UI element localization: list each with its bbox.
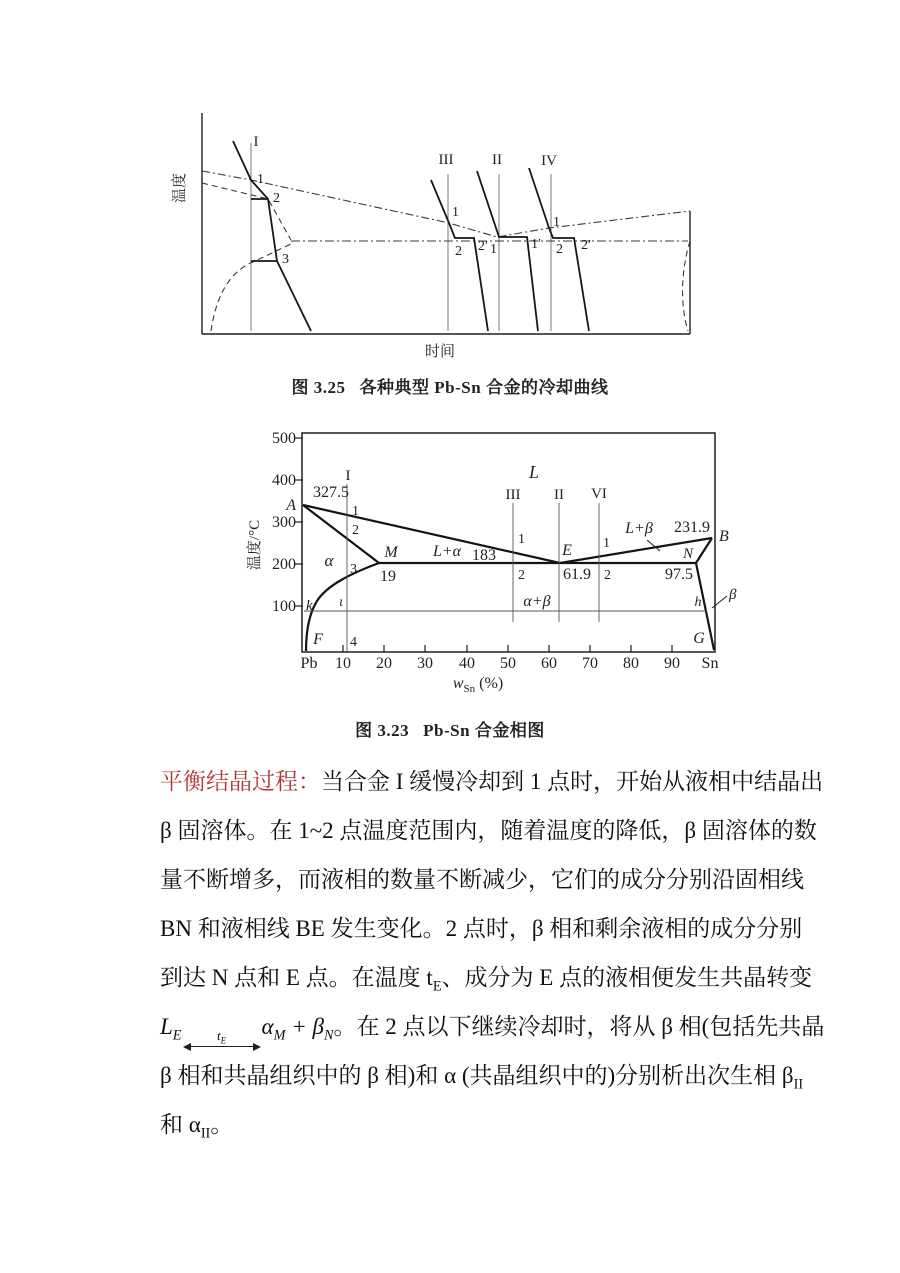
svg-text:G: G [693,630,705,647]
svg-text:200: 200 [272,556,296,573]
svg-text:2: 2 [352,523,359,538]
svg-text:3: 3 [350,562,357,577]
svg-text:183: 183 [472,547,496,564]
svg-text:M: M [384,544,398,561]
svg-text:327.5: 327.5 [313,484,349,501]
svg-text:2: 2 [518,568,525,583]
paragraph-text: 量不断增多，而液相的数量不断减少，它们的成分分别沿固相线 [160,867,804,892]
svg-text:2: 2 [556,242,563,257]
paragraph-line-4 [160,904,803,953]
svg-text:400: 400 [272,472,296,489]
svg-text:k: k [306,598,313,614]
formula-alpha-symbol: α [261,1014,274,1039]
svg-text:10: 10 [335,655,351,672]
svg-text:4: 4 [350,635,357,650]
formula-beta-symbol: β [312,1014,324,1039]
svg-text:2: 2 [273,191,280,206]
svg-text:1: 1 [490,242,497,257]
cooling-curve-I [233,141,311,331]
svg-text:α+β: α+β [523,593,551,610]
paragraph-text: β 固溶体。在 1~2 点温度范围内，随着温度的降低，β 固溶体的数 [160,818,817,843]
paragraph-line-5 [160,953,813,1002]
arrow-head-left-icon [183,1043,191,1051]
svg-text:60: 60 [541,655,557,672]
cooling-curves-figure [160,100,720,372]
svg-text:2: 2 [455,244,462,259]
paragraph-text: 到达 N 点和 E 点。在温度 t [160,965,433,990]
svg-text:α: α [324,551,334,570]
svg-text:2′: 2′ [581,238,592,253]
phase-y-tick-labels [272,430,296,615]
svg-text:2′: 2′ [478,239,489,254]
svg-text:80: 80 [623,655,639,672]
paragraph-line-3 [160,855,804,904]
svg-text:F: F [313,631,323,648]
caption-fig-3-23 [0,716,900,741]
arrow-shaft [191,1046,253,1047]
figure-title: 各种典型 Pb-Sn 合金的冷却曲线 [359,378,609,397]
paragraph-text: 在 2 点以下继续冷却时，将从 β 相(包括先共晶 [356,1014,825,1039]
paragraph-heading: 平衡结晶过程： [160,769,321,794]
svg-text:1: 1 [257,172,264,187]
svg-text:IV: IV [541,153,557,169]
cooling-curve-labels [254,134,558,169]
paragraph-text: β 相和共晶组织中的 β 相)和 α (共晶组织中的)分别析出次生相 β [160,1063,794,1088]
phase-diagram-figure [235,420,750,720]
svg-text:19: 19 [380,568,396,585]
svg-text:231.9: 231.9 [674,519,710,536]
body-paragraph [160,757,825,1149]
arrow-temperature-label [216,1028,227,1046]
svg-text:h: h [694,595,702,610]
subscript: II [200,1125,211,1142]
paragraph-line-1 [160,757,824,806]
svg-text:Pb: Pb [300,655,318,672]
figure-number: 图 3.23 [355,721,410,740]
svg-text:II: II [492,152,502,168]
paragraph-text: BN 和液相线 BE 发生变化。2 点时，β 相和剩余液相的成分分别 [160,916,803,941]
svg-text:VI: VI [591,486,607,502]
svg-text:300: 300 [272,514,296,531]
paragraph-text: 、成分为 E 点的液相便发生共晶转变 [441,965,813,990]
formula-plus: + [285,1014,313,1039]
subscript: II [793,1076,804,1093]
figure-title: Pb-Sn 合金相图 [423,721,545,740]
paragraph-text: 和 α [160,1112,201,1137]
equilibrium-arrow [183,1029,261,1051]
svg-text:61.9: 61.9 [563,566,591,583]
svg-text:50: 50 [500,655,516,672]
svg-text:L+α: L+α [432,543,462,560]
cooling-y-axis-label: 温度 [172,172,188,204]
paragraph-text: 当合金 I 缓慢冷却到 1 点时，开始从液相中结晶出 [321,769,824,794]
svg-text:I: I [253,134,259,150]
phase-plot-frame [302,433,715,652]
svg-text:III: III [438,152,454,168]
paragraph-line-6-formula [160,1002,825,1051]
svg-text:B: B [719,528,729,545]
arrow-head-right-icon [253,1043,261,1051]
svg-text:1′: 1′ [531,237,542,252]
phase-region-labels [325,462,737,610]
svg-text:1: 1 [452,205,459,220]
phase-thin-lines [304,484,707,651]
svg-text:A: A [286,497,296,514]
phase-y-axis-label: 温度/°C [247,519,263,571]
svg-text:1: 1 [352,504,359,519]
formula-period: 。 [333,1014,357,1039]
svg-text:II: II [554,487,564,503]
paragraph-line-7 [160,1051,804,1100]
phase-alloy-line-labels [346,468,607,503]
formula-text: t [216,1028,221,1043]
svg-text:L: L [528,462,540,482]
svg-text:E: E [562,542,572,559]
figure-number: 图 3.25 [291,378,346,397]
paragraph-line-2 [160,806,817,855]
cooling-x-axis-label: 时间 [424,344,456,360]
svg-text:1: 1 [518,532,525,547]
svg-text:Sn: Sn [701,655,719,672]
svg-text:N: N [682,546,694,562]
formula-liquid-symbol: L [160,1014,173,1039]
phase-x-tick-labels [301,655,719,672]
subscript: E [432,978,442,995]
paragraph-text: 。 [210,1112,234,1137]
subscript: M [273,1027,286,1044]
double-arrow-icon [183,1042,261,1051]
svg-text:500: 500 [272,430,296,447]
svg-text:β: β [729,587,737,603]
subscript: N [323,1027,334,1044]
caption-fig-3-25 [0,373,900,398]
svg-text:1: 1 [603,536,610,551]
svg-text:1: 1 [553,215,560,230]
svg-text:40: 40 [459,655,475,672]
svg-text:30: 30 [417,655,433,672]
svg-text:L+β: L+β [625,520,653,537]
svg-text:2: 2 [604,568,611,583]
subscript: E [220,1035,227,1046]
svg-text:I: I [345,468,351,484]
svg-text:90: 90 [664,655,680,672]
cooling-point-labels [257,172,591,267]
svg-text:3: 3 [282,252,289,267]
svg-text:100: 100 [272,598,296,615]
svg-text:70: 70 [582,655,598,672]
paragraph-line-8 [160,1100,784,1149]
svg-text:III: III [505,487,521,503]
cooling-axes [202,113,690,334]
svg-text:97.5: 97.5 [665,566,693,583]
phase-x-axis-label: $w_{Sn}$ (%) [452,675,504,695]
subscript: E [172,1027,182,1044]
svg-text:20: 20 [376,655,392,672]
svg-text:ι: ι [339,595,343,610]
